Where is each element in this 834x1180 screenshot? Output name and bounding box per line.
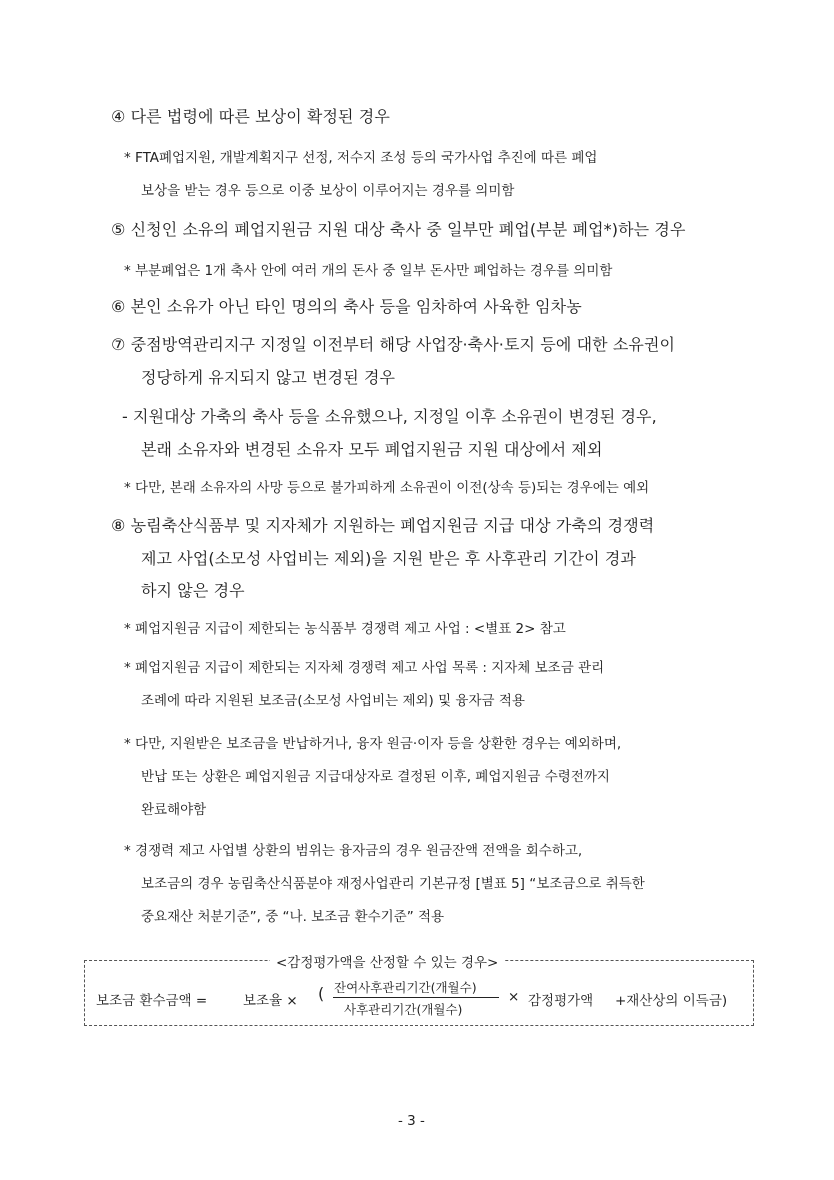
item-7-dash-line-1: - 지원대상 가축의 축사 등을 소유했으나, 지정일 이후 소유권이 변경된 경우,	[122, 407, 657, 426]
item-5-title: ⑤ 신청인 소유의 폐업지원금 지원 대상 축사 중 일부만 폐업(부분 폐업*)하는 경우	[111, 220, 686, 239]
item-7-note-line-1: * 다만, 본래 소유자의 사망 등으로 불가피하게 소유권이 이전(상속 등)되는 경우에는 예외	[124, 480, 650, 496]
formula-rate: 보조율 ×	[243, 993, 298, 1009]
item-4-title: ④ 다른 법령에 따른 보상이 확정된 경우	[111, 107, 390, 126]
formula-open-paren: (	[318, 984, 325, 1003]
item-4-note-line-2: 보상을 받는 경우 등으로 이중 보상이 이루어지는 경우를 의미함	[141, 183, 515, 199]
item-8-note-d-line-2: 보조금의 경우 농림축산식품분야 재정사업관리 기본규정 [별표 5] “보조금으로 취득한	[141, 876, 645, 892]
item-6-title: ⑥ 본인 소유가 아닌 타인 명의의 축사 등을 임차하여 사육한 임차농	[111, 297, 582, 316]
item-7-dash-line-2: 본래 소유자와 변경된 소유자 모두 폐업지원금 지원 대상에서 제외	[141, 440, 603, 459]
formula-times: ×	[508, 989, 520, 1005]
page-number: - 3 -	[398, 1113, 425, 1129]
item-7-title-line-2: 정당하게 유지되지 않고 변경된 경우	[141, 368, 396, 387]
item-8-title-line-3: 하지 않은 경우	[141, 581, 245, 600]
item-8-note-a: * 폐업지원금 지급이 제한되는 농식품부 경쟁력 제고 사업 : <별표 2> 참고	[124, 621, 566, 637]
item-8-note-b-line-1: * 폐업지원금 지급이 제한되는 지자체 경쟁력 제고 사업 목록 : 지자체 보조금 관리	[124, 660, 605, 676]
formula-lhs: 보조금 환수금액 =	[96, 993, 208, 1009]
formula-fraction-bar	[333, 997, 499, 998]
formula-numerator: 잔여사후관리기간(개월수)	[334, 980, 477, 995]
item-8-note-b-line-2: 조례에 따라 지원된 보조금(소모성 사업비는 제외) 및 융자금 적용	[141, 693, 525, 709]
item-5-note-line-1: * 부분폐업은 1개 축사 안에 여러 개의 돈사 중 일부 돈사만 폐업하는 경우를 의미함	[124, 263, 613, 279]
item-4-note-line-1: * FTA폐업지원, 개발계획지구 선정, 저수지 조성 등의 국가사업 추진에 따른 폐업	[124, 150, 598, 166]
formula-appraisal: 감정평가액	[528, 993, 594, 1009]
item-8-title-line-1: ⑧ 농림축산식품부 및 지자체가 지원하는 폐업지원금 지급 대상 가축의 경쟁력	[111, 516, 655, 535]
formula-caption: <감정평가액을 산정할 수 있는 경우>	[270, 951, 504, 971]
item-8-note-d-line-3: 중요재산 처분기준”, 중 “나. 보조금 환수기준” 적용	[141, 909, 445, 925]
formula-denominator: 사후관리기간(개월수)	[344, 1002, 463, 1017]
item-8-note-c-line-3: 완료해야함	[141, 802, 207, 818]
item-8-title-line-2: 제고 사업(소모성 사업비는 제외)을 지원 받은 후 사후관리 기간이 경과	[141, 549, 636, 568]
item-7-title-line-1: ⑦ 중점방역관리지구 지정일 이전부터 해당 사업장·축사·토지 등에 대한 소유권이	[111, 335, 676, 354]
item-8-note-d-line-1: * 경쟁력 제고 사업별 상환의 범위는 융자금의 경우 원금잔액 전액을 회수하고,	[124, 843, 583, 859]
item-8-note-c-line-1: * 다만, 지원받은 보조금을 반납하거나, 융자 원금·이자 등을 상환한 경우는 예외하며,	[124, 736, 622, 752]
item-8-note-c-line-2: 반납 또는 상환은 폐업지원금 지급대상자로 결정된 이후, 폐업지원금 수령전까지	[141, 769, 610, 785]
formula-plus-gain: +재산상의 이득금)	[615, 993, 728, 1009]
